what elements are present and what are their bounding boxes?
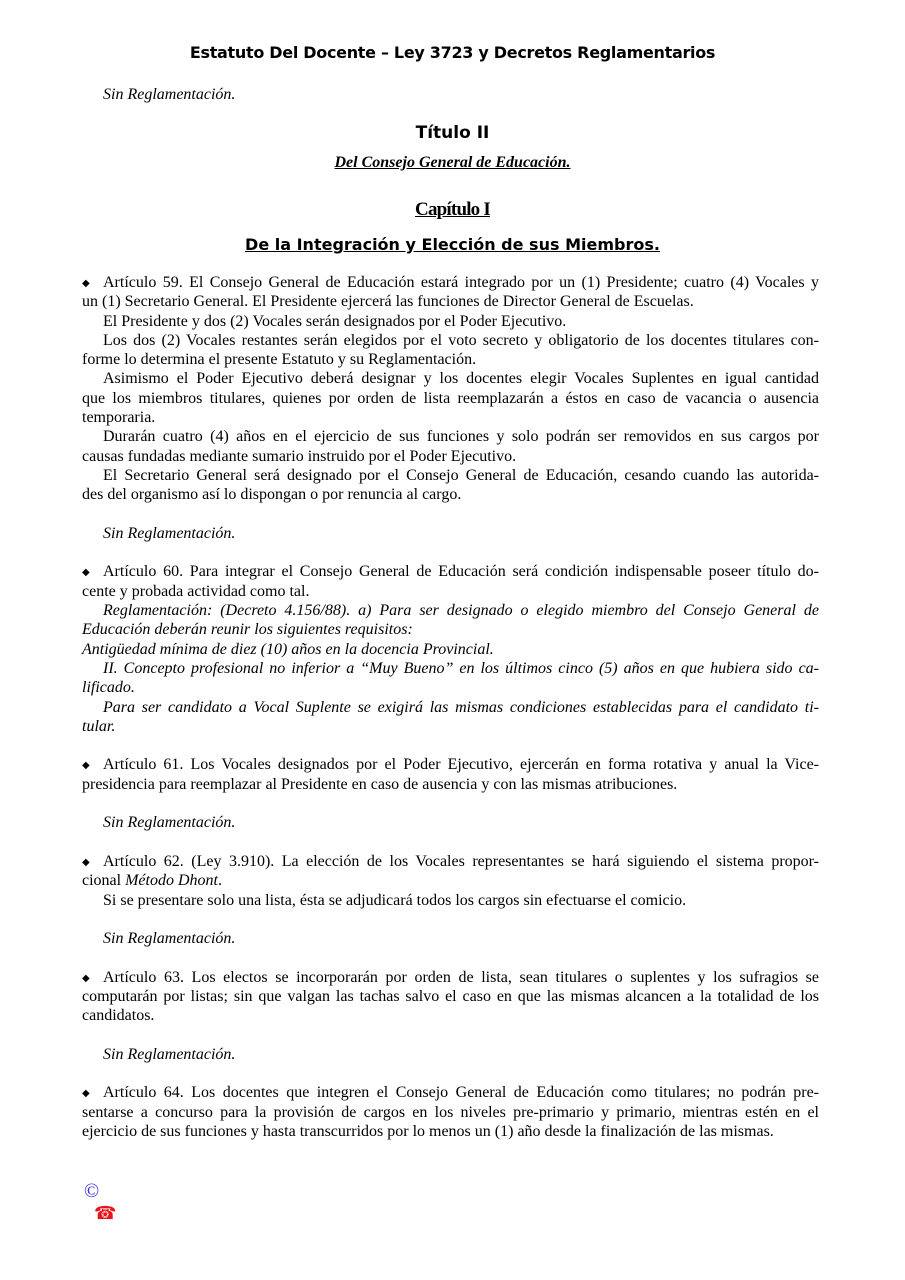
spacer [82,736,819,755]
copyright-icon: © [84,1180,100,1202]
text-line [82,987,819,1006]
line-text: tular. [82,717,116,735]
document-body [82,273,819,1141]
text-line [82,312,819,331]
text-line [82,1103,819,1122]
text-line [82,775,819,794]
line-text: sentarse a concurso para la provisión de cargos en los niveles pre-primario y primario, mientras estén en el [82,1103,819,1121]
text-line [82,562,819,581]
spacer [82,833,819,852]
text-line [82,678,819,697]
text-line [82,755,819,774]
line-text: Artículo 64. Los docentes que integren el Consejo General de Educación como titulares; no podrán pre- [103,1084,819,1102]
sin-reglamentacion-note: Sin Reglamentación. [103,86,236,103]
text-line [82,524,819,543]
text-line [82,485,819,504]
text-line [82,601,819,620]
text-line [82,620,819,639]
spacer [82,948,819,967]
text-line [82,891,819,910]
spacer [82,1064,819,1083]
line-text: computarán por listas; sin que valgan las tachas salvo el caso en que las mismas alcancen a la totalidad de los [82,987,819,1005]
text-line [82,331,819,350]
spacer [82,543,819,562]
text-line [82,698,819,717]
line-text: des del organismo así lo dispongan o por renuncia al cargo. [82,486,462,504]
line-text: Asimismo el Poder Ejecutivo deberá designar y los docentes elegir Vocales Suplentes en igual cantidad [103,370,819,388]
line-text: Sin Reglamentación. [103,814,236,832]
text-line [82,871,819,890]
line-text: temporaria. [82,409,156,427]
capitulo-subheading: De la Integración y Elección de sus Miembros. [245,235,660,254]
line-text: candidatos. [82,1007,155,1025]
text-line [82,389,819,408]
line-text: Si se presentare solo una lista, ésta se adjudicará todos los cargos sin efectuarse el comicio. [103,891,687,909]
spacer [82,910,819,929]
text-line [82,466,819,485]
line-text: Durarán cuatro (4) años en el ejercicio de sus funciones y solo podrán ser removidos en sus cargos por [103,428,819,446]
line-text: forme lo determina el presente Estatuto y su Reglamentación. [82,351,477,369]
line-text: II. Concepto profesional no inferior a “Muy Bueno” en los últimos cinco (5) años en que hubiera sido ca- [103,659,819,677]
line-text: Los dos (2) Vocales restantes serán elegidos por el voto secreto y obligatorio de los docentes titulares con- [103,331,819,349]
phone-icon: ☎ [94,1203,117,1223]
text-line [82,1006,819,1025]
text-line [82,640,819,659]
diamond-bullet-icon: ◆ [82,760,90,772]
line-text: Sin Reglamentación. [103,524,236,542]
line-text: Para ser candidato a Vocal Suplente se exigirá las mismas condiciones establecidas para el candidato ti- [103,698,819,716]
diamond-bullet-icon: ◆ [82,856,90,868]
titulo-subheading: Del Consejo General de Educación. [334,154,571,171]
line-text: Sin Reglamentación. [103,930,236,948]
text-line [82,1083,819,1102]
text-line [82,350,819,369]
text-line [82,1122,819,1141]
spacer [82,505,819,524]
diamond-bullet-icon: ◆ [82,278,90,289]
footer [84,1180,116,1224]
diamond-bullet-icon: ◆ [82,972,90,984]
text-line [82,447,819,466]
text-line [82,408,819,427]
text-line [82,1045,819,1064]
text-line [82,427,819,446]
line-text: cional Método Dhont. [82,872,222,890]
text-line [82,717,819,736]
line-text: Reglamentación: (Decreto 4.156/88). a) Para ser designado o elegido miembro del Consejo General de [103,602,819,620]
text-line [82,929,819,948]
text-line [82,273,819,292]
spacer [82,794,819,813]
line-text: Artículo 60. Para integrar el Consejo General de Educación será condición indispensable poseer título do- [103,563,819,581]
spacer [82,1026,819,1045]
line-text: Artículo 63. Los electos se incorporarán por orden de lista, sean titulares o suplentes y los sufragios se [103,968,819,986]
line-text: Antigüedad mínima de diez (10) años en la docencia Provincial. [82,640,494,658]
line-text: cente y probada actividad como tal. [82,582,310,600]
text-line [82,813,819,832]
line-text: que los miembros titulares, quienes por orden de lista reemplazarán a éstos en caso de vacancia o ausencia [82,389,819,407]
line-text: Artículo 62. (Ley 3.910). La elección de los Vocales representantes se hará siguiendo el sistema propor- [103,852,819,870]
line-text: presidencia para reemplazar al Presidente en caso de ausencia y con las mismas atribuciones. [82,775,678,793]
line-text: causas fundadas mediante sumario instruido por el Poder Ejecutivo. [82,447,517,465]
line-text: El Secretario General será designado por el Consejo General de Educación, cesando cuando las autorida- [103,466,819,484]
text-line [82,968,819,987]
line-text: Artículo 61. Los Vocales designados por el Poder Ejecutivo, ejercerán en forma rotativa y anual la Vice- [103,756,819,774]
text-line [82,292,819,311]
line-text: lificado. [82,679,135,697]
line-text: un (1) Secretario General. El Presidente ejercerá las funciones de Director General de Escuelas. [82,293,694,311]
diamond-bullet-icon: ◆ [82,1088,90,1100]
page-header: Estatuto Del Docente – Ley 3723 y Decretos Reglamentarios [189,43,716,62]
text-line [82,852,819,871]
diamond-bullet-icon: ◆ [82,567,90,579]
line-text: Sin Reglamentación. [103,1045,236,1063]
capitulo-heading: Capítulo I [415,199,490,220]
line-text: Educación deberán reunir los siguientes requisitos: [82,621,413,639]
line-text: El Presidente y dos (2) Vocales serán designados por el Poder Ejecutivo. [103,312,567,330]
line-text: ejercicio de sus funciones y hasta transcurridos por lo menos un (1) año desde la finalización de las mismas. [82,1123,774,1141]
text-line [82,582,819,601]
titulo-heading: Título II [415,123,490,143]
text-line [82,659,819,678]
text-line [82,369,819,388]
line-text: Artículo 59. El Consejo General de Educación estará integrado por un (1) Presidente; cuatro (4) Vocales y [103,274,819,291]
